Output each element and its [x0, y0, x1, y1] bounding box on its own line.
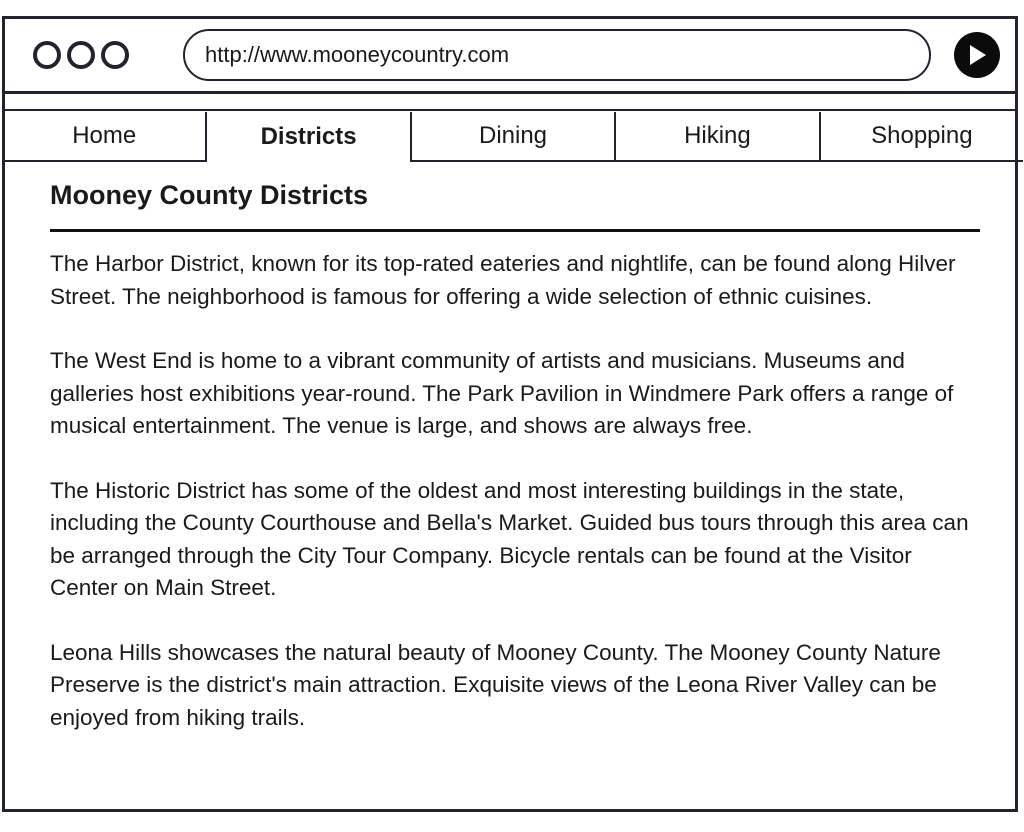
paragraph-harbor-district: The Harbor District, known for its top-rated eateries and nightlife, can be found along Hilver Street. The neighborhood is famous for offering a wide selection of ethnic cuisines. [50, 251, 956, 309]
window-control-circle-icon[interactable] [101, 41, 129, 69]
tab-hiking[interactable]: Hiking [614, 112, 818, 162]
page-title: Mooney County Districts [50, 179, 980, 232]
paragraph-historic-district: The Historic District has some of the oldest and most interesting buildings in the state, including the County Courthouse and Bella's Market. Guided bus tours through this area can be arranged through the City Tour Company. Bicycle rentals can be found at the Visitor Center on Main Street. [50, 477, 969, 601]
paragraph-west-end: The West End is home to a vibrant community of artists and musicians. Museums and galleries host exhibitions year-round. The Park Pavilion in Windmere Park offers a range of musical entertainment. The venue is large, and shows are always free. [50, 348, 954, 439]
window-control-circle-icon[interactable] [67, 41, 95, 69]
browser-toolbar [5, 19, 1015, 94]
address-bar-url: http://www.mooneycountry.com [205, 42, 510, 67]
play-icon [966, 43, 988, 67]
tab-shopping[interactable]: Shopping [819, 112, 1023, 162]
tab-districts[interactable]: Districts [205, 112, 409, 162]
tab-home[interactable]: Home [3, 112, 205, 162]
browser-window [2, 16, 1018, 812]
nav-divider [5, 109, 1015, 111]
page-content [50, 179, 980, 766]
tab-dining[interactable]: Dining [410, 112, 614, 162]
go-button[interactable] [954, 32, 1000, 78]
window-control-circle-icon[interactable] [33, 41, 61, 69]
address-bar[interactable] [183, 29, 931, 81]
paragraph-leona-hills: Leona Hills showcases the natural beauty of Mooney County. The Mooney County Nature Preserve is the district's main attraction. Exquisite views of the Leona River Valley can be enjoyed from hiking trails. [50, 639, 941, 730]
window-controls [33, 41, 129, 69]
nav-tabs [3, 112, 1023, 162]
